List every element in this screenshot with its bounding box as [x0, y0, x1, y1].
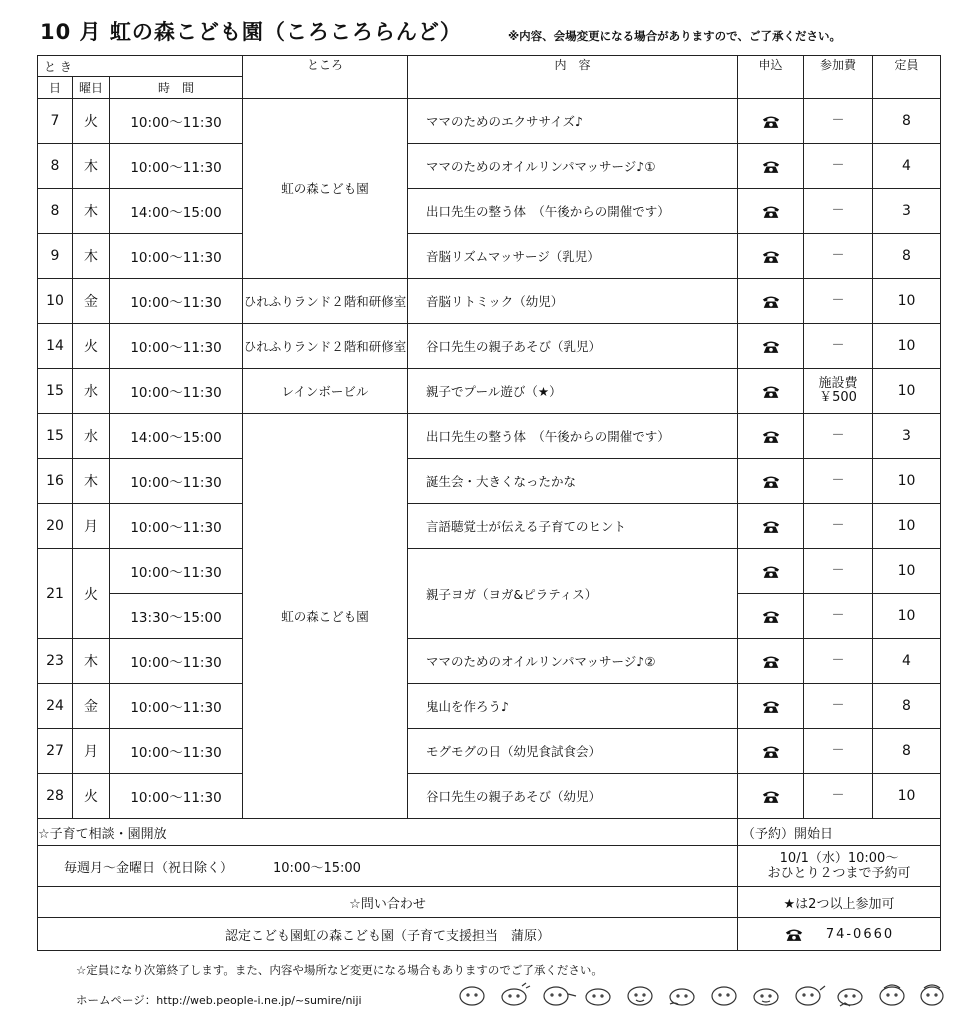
time-cell: 13:30～15:00 [110, 594, 243, 639]
phone-icon [761, 249, 781, 264]
time-cell: 10:00～11:30 [110, 549, 243, 594]
capacity-cell: 3 [873, 414, 941, 459]
weekday-cell: 火 [73, 99, 110, 144]
phone-icon [761, 744, 781, 759]
fee-cell: － [804, 639, 873, 684]
footer-inquiry-row [38, 887, 941, 918]
table-row [38, 144, 941, 189]
character-icon [796, 986, 825, 1005]
place-cell: ひれふりランド２階和研修室 [243, 279, 408, 324]
content-cell: 出口先生の整う体 （午後からの開催です） [408, 414, 738, 459]
weekday-cell: 水 [73, 369, 110, 414]
phone-icon [761, 564, 781, 579]
table-row [38, 459, 941, 504]
phone-icon [784, 927, 804, 942]
time-cell: 10:00～11:30 [110, 279, 243, 324]
fee-cell: － [804, 684, 873, 729]
capacity-cell: 10 [873, 594, 941, 639]
reserve-date: 10/1（水）10:00～ [779, 851, 899, 866]
header-capacity: 定員 [873, 56, 941, 99]
weekday-cell: 火 [73, 324, 110, 369]
day-cell: 23 [38, 639, 73, 684]
fee-cell: － [804, 594, 873, 639]
capacity-cell: 10 [873, 279, 941, 324]
capacity-cell: 8 [873, 99, 941, 144]
table-row [38, 279, 941, 324]
weekday-cell: 水 [73, 414, 110, 459]
apply-cell [738, 189, 804, 234]
header-place: ところ [243, 56, 408, 99]
content-cell: モグモグの日（幼児食試食会） [408, 729, 738, 774]
header-toki: と き [38, 56, 243, 77]
bottom-note: ☆定員になり次第終了します。また、内容や場所など変更になる場合もありますのでご了承ください。 [76, 963, 603, 977]
weekday-cell: 木 [73, 144, 110, 189]
character-icon [880, 985, 904, 1005]
time-cell: 10:00～11:30 [110, 639, 243, 684]
apply-cell [738, 504, 804, 549]
content-cell: 音脳リズムマッサージ（乳児） [408, 234, 738, 279]
apply-cell [738, 324, 804, 369]
day-cell: 24 [38, 684, 73, 729]
fee-cell: － [804, 99, 873, 144]
tel-number: 74-0660 [825, 926, 895, 942]
reserve-limit: おひとり２つまで予約可 [767, 866, 911, 881]
fee-cell: － [804, 729, 873, 774]
character-icon [838, 989, 862, 1006]
content-cell: ママのためのエクササイズ♪ [408, 99, 738, 144]
phone-icon [761, 699, 781, 714]
content-cell: 谷口先生の親子あそび（乳児） [408, 324, 738, 369]
capacity-cell: 10 [873, 549, 941, 594]
open-hours [38, 846, 738, 887]
capacity-cell: 8 [873, 729, 941, 774]
day-cell: 8 [38, 189, 73, 234]
apply-cell [738, 459, 804, 504]
character-icon [712, 987, 736, 1005]
open-days: 毎週月～金曜日（祝日除く） [64, 860, 234, 876]
character-icon [670, 989, 694, 1005]
reserve-info [738, 846, 941, 887]
apply-cell [738, 594, 804, 639]
time-cell: 10:00～11:30 [110, 684, 243, 729]
inquiry-label: ☆問い合わせ [38, 887, 738, 918]
weekday-cell: 木 [73, 639, 110, 684]
phone-icon [761, 429, 781, 444]
time-cell: 10:00～11:30 [110, 144, 243, 189]
apply-cell [738, 729, 804, 774]
fee-cell: － [804, 279, 873, 324]
capacity-cell: 10 [873, 459, 941, 504]
phone-icon [761, 609, 781, 624]
time-cell: 10:00～11:30 [110, 774, 243, 819]
change-notice: ※内容、会場変更になる場合がありますので、ご了承ください。 [508, 29, 841, 43]
phone-icon [761, 384, 781, 399]
fee-cell: － [804, 549, 873, 594]
header-day: 日 [38, 77, 73, 99]
time-cell: 10:00～11:30 [110, 99, 243, 144]
weekday-cell: 木 [73, 459, 110, 504]
weekday-cell: 金 [73, 684, 110, 729]
phone-icon [761, 789, 781, 804]
homepage [76, 992, 362, 1008]
fee-cell: － [804, 504, 873, 549]
apply-cell [738, 99, 804, 144]
day-cell: 15 [38, 414, 73, 459]
day-cell: 21 [38, 549, 73, 639]
day-cell: 16 [38, 459, 73, 504]
day-cell: 28 [38, 774, 73, 819]
header-fee: 参加費 [804, 56, 873, 99]
time-cell: 10:00～11:30 [110, 234, 243, 279]
content-cell: 谷口先生の親子あそび（幼児） [408, 774, 738, 819]
place-cell: ひれふりランド２階和研修室 [243, 324, 408, 369]
day-cell: 15 [38, 369, 73, 414]
weekday-cell: 月 [73, 729, 110, 774]
day-cell: 7 [38, 99, 73, 144]
decorative-characters [456, 980, 946, 1010]
table-row [38, 369, 941, 414]
header-row-1 [38, 56, 941, 77]
header-time: 時 間 [110, 77, 243, 99]
time-cell: 10:00～11:30 [110, 729, 243, 774]
capacity-cell: 4 [873, 144, 941, 189]
content-cell: ママのためのオイルリンパマッサージ♪② [408, 639, 738, 684]
star-note: ★は2つ以上参加可 [738, 887, 941, 918]
character-icon [921, 985, 943, 1005]
org-name: 認定こども園虹の森こども園（子育て支援担当 蒲原） [38, 918, 738, 951]
capacity-cell: 3 [873, 189, 941, 234]
fee-cell: 施設費 ￥500 [804, 369, 873, 414]
weekday-cell: 木 [73, 234, 110, 279]
phone-icon [761, 654, 781, 669]
weekday-cell: 金 [73, 279, 110, 324]
content-cell: 出口先生の整う体 （午後からの開催です） [408, 189, 738, 234]
phone-icon [761, 339, 781, 354]
character-icon [544, 987, 576, 1005]
apply-cell [738, 369, 804, 414]
table-row [38, 414, 941, 459]
apply-cell [738, 684, 804, 729]
apply-cell [738, 234, 804, 279]
capacity-cell: 10 [873, 324, 941, 369]
homepage-link[interactable]: http://web.people-i.ne.jp/~sumire/niji [156, 994, 362, 1007]
fee-cell: － [804, 774, 873, 819]
header-content: 内 容 [408, 56, 738, 99]
day-cell: 8 [38, 144, 73, 189]
apply-cell [738, 144, 804, 189]
capacity-cell: 4 [873, 639, 941, 684]
table-row [38, 234, 941, 279]
tel-cell [738, 918, 941, 951]
fee-cell: － [804, 234, 873, 279]
time-cell: 14:00～15:00 [110, 189, 243, 234]
weekday-cell: 火 [73, 774, 110, 819]
apply-cell [738, 549, 804, 594]
day-cell: 10 [38, 279, 73, 324]
table-row [38, 324, 941, 369]
capacity-cell: 8 [873, 684, 941, 729]
table-row [38, 549, 941, 594]
fee-cell: － [804, 144, 873, 189]
content-cell: 言語聴覚士が伝える子育てのヒント [408, 504, 738, 549]
weekday-cell: 木 [73, 189, 110, 234]
content-cell: 音脳リトミック（幼児） [408, 279, 738, 324]
page-title: 10 月 虹の森こども園（ころころらんど） [40, 20, 462, 44]
phone-icon [761, 159, 781, 174]
content-cell: 鬼山を作ろう♪ [408, 684, 738, 729]
table-row [38, 99, 941, 144]
capacity-cell: 10 [873, 504, 941, 549]
footer-org-row [38, 918, 941, 951]
phone-icon [761, 294, 781, 309]
phone-icon [761, 204, 781, 219]
character-icon [460, 987, 484, 1005]
capacity-cell: 8 [873, 234, 941, 279]
footer-hours-row [38, 846, 941, 887]
table-row [38, 729, 941, 774]
time-cell: 10:00～11:30 [110, 324, 243, 369]
apply-cell [738, 639, 804, 684]
time-cell: 10:00～11:30 [110, 459, 243, 504]
character-icon [628, 987, 652, 1005]
footer-consult-row [38, 819, 941, 846]
phone-icon [761, 519, 781, 534]
apply-cell [738, 414, 804, 459]
place-cell: 虹の森こども園 [243, 414, 408, 819]
header-weekday: 曜日 [73, 77, 110, 99]
apply-cell [738, 279, 804, 324]
title-bar [34, 10, 954, 44]
place-cell: レインボービル [243, 369, 408, 414]
weekday-cell: 月 [73, 504, 110, 549]
table-row [38, 504, 941, 549]
content-cell: 親子でプール遊び（★） [408, 369, 738, 414]
table-row [38, 774, 941, 819]
open-time: 10:00～15:00 [273, 860, 361, 876]
day-cell: 14 [38, 324, 73, 369]
content-cell: 誕生会・大きくなったかな [408, 459, 738, 504]
homepage-label: ホームページ： [76, 993, 157, 1007]
content-cell: 親子ヨガ（ヨガ&ピラティス） [408, 549, 738, 639]
table-row [38, 639, 941, 684]
apply-cell [738, 774, 804, 819]
weekday-cell: 火 [73, 549, 110, 639]
phone-icon [761, 474, 781, 489]
day-cell: 9 [38, 234, 73, 279]
character-icon [502, 983, 530, 1005]
fee-cell: － [804, 459, 873, 504]
time-cell: 10:00～11:30 [110, 504, 243, 549]
fee-cell: － [804, 189, 873, 234]
table-row [38, 684, 941, 729]
schedule-table [37, 55, 941, 951]
time-cell: 10:00～11:30 [110, 369, 243, 414]
day-cell: 20 [38, 504, 73, 549]
fee-cell: － [804, 324, 873, 369]
day-cell: 27 [38, 729, 73, 774]
character-icon [754, 989, 778, 1005]
reserve-start-label: （予約）開始日 [738, 819, 941, 846]
place-cell: 虹の森こども園 [243, 99, 408, 279]
content-cell: ママのためのオイルリンパマッサージ♪① [408, 144, 738, 189]
consult-label: ☆子育て相談・園開放 [38, 819, 738, 846]
fee-cell: － [804, 414, 873, 459]
capacity-cell: 10 [873, 774, 941, 819]
capacity-cell: 10 [873, 369, 941, 414]
table-row [38, 189, 941, 234]
time-cell: 14:00～15:00 [110, 414, 243, 459]
header-apply: 申込 [738, 56, 804, 99]
character-icon [586, 989, 610, 1005]
phone-icon [761, 114, 781, 129]
